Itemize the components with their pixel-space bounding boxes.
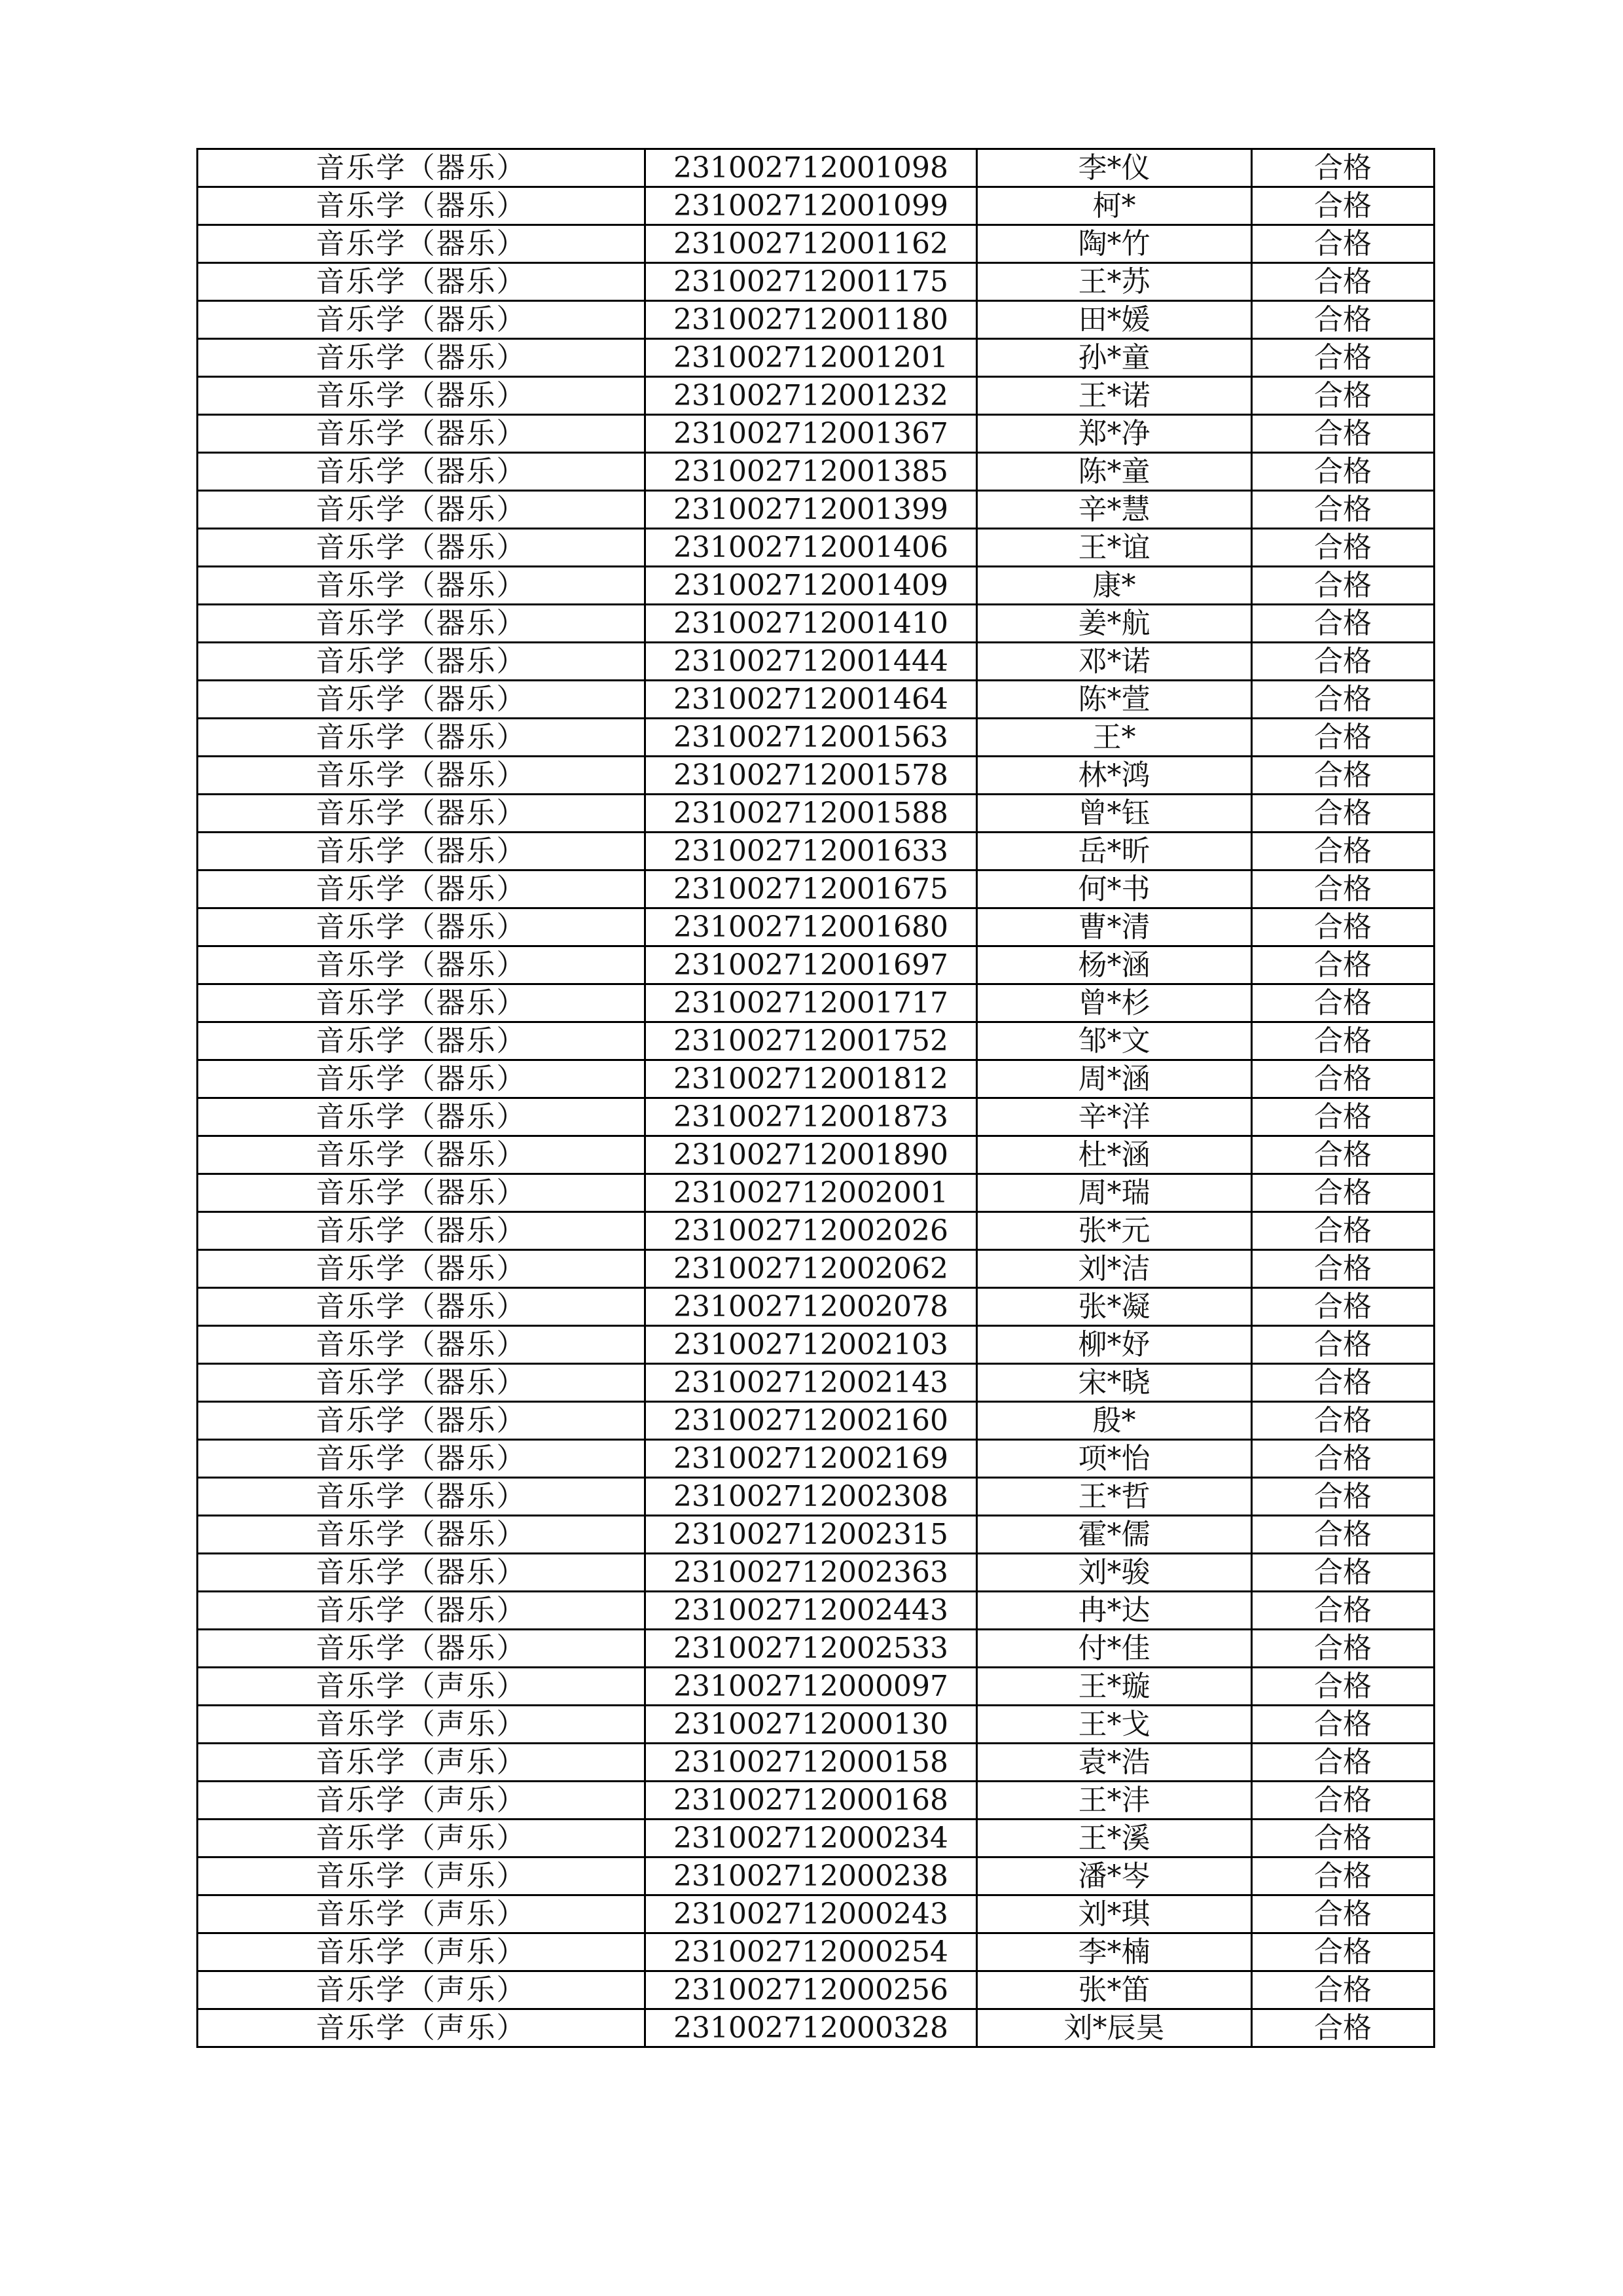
major-cell: 音乐学（器乐） bbox=[198, 719, 645, 757]
result-cell: 合格 bbox=[1252, 984, 1435, 1022]
major-cell: 音乐学（器乐） bbox=[198, 908, 645, 946]
result-cell: 合格 bbox=[1252, 946, 1435, 984]
major-cell: 音乐学（声乐） bbox=[198, 2009, 645, 2047]
name-cell: 曾*杉 bbox=[977, 984, 1252, 1022]
major-cell: 音乐学（声乐） bbox=[198, 1706, 645, 1744]
name-cell: 曹*清 bbox=[977, 908, 1252, 946]
table-row bbox=[198, 2009, 1435, 2047]
result-cell: 合格 bbox=[1252, 1174, 1435, 1212]
exam-id-cell: 231002712000256 bbox=[645, 1971, 977, 2009]
name-cell: 张*元 bbox=[977, 1212, 1252, 1250]
major-cell: 音乐学（器乐） bbox=[198, 1288, 645, 1326]
table-row bbox=[198, 415, 1435, 453]
exam-id-cell: 231002712001588 bbox=[645, 795, 977, 833]
exam-id-cell: 231002712000254 bbox=[645, 1933, 977, 1971]
result-cell: 合格 bbox=[1252, 1630, 1435, 1668]
table-row bbox=[198, 567, 1435, 605]
name-cell: 宋*晓 bbox=[977, 1364, 1252, 1402]
name-cell: 陈*童 bbox=[977, 453, 1252, 491]
major-cell: 音乐学（器乐） bbox=[198, 1402, 645, 1440]
result-cell: 合格 bbox=[1252, 2009, 1435, 2047]
result-cell: 合格 bbox=[1252, 1782, 1435, 1820]
table-row bbox=[198, 1630, 1435, 1668]
exam-id-cell: 231002712000238 bbox=[645, 1857, 977, 1895]
table-row bbox=[198, 1706, 1435, 1744]
result-cell: 合格 bbox=[1252, 1402, 1435, 1440]
name-cell: 田*媛 bbox=[977, 301, 1252, 339]
table-row bbox=[198, 643, 1435, 681]
major-cell: 音乐学（器乐） bbox=[198, 1136, 645, 1174]
table-row bbox=[198, 1971, 1435, 2009]
exam-id-cell: 231002712001680 bbox=[645, 908, 977, 946]
major-cell: 音乐学（器乐） bbox=[198, 1060, 645, 1098]
exam-id-cell: 231002712001812 bbox=[645, 1060, 977, 1098]
major-cell: 音乐学（器乐） bbox=[198, 149, 645, 187]
exam-id-cell: 231002712002533 bbox=[645, 1630, 977, 1668]
exam-id-cell: 231002712001367 bbox=[645, 415, 977, 453]
result-cell: 合格 bbox=[1252, 1971, 1435, 2009]
exam-id-cell: 231002712001175 bbox=[645, 263, 977, 301]
table-row bbox=[198, 1592, 1435, 1630]
major-cell: 音乐学（器乐） bbox=[198, 1630, 645, 1668]
table-row bbox=[198, 605, 1435, 643]
table-row bbox=[198, 1136, 1435, 1174]
name-cell: 王*诺 bbox=[977, 377, 1252, 415]
name-cell: 李*楠 bbox=[977, 1933, 1252, 1971]
result-cell: 合格 bbox=[1252, 1478, 1435, 1516]
table-row bbox=[198, 1060, 1435, 1098]
result-cell: 合格 bbox=[1252, 1288, 1435, 1326]
result-cell: 合格 bbox=[1252, 643, 1435, 681]
name-cell: 王*苏 bbox=[977, 263, 1252, 301]
exam-id-cell: 231002712002001 bbox=[645, 1174, 977, 1212]
major-cell: 音乐学（声乐） bbox=[198, 1820, 645, 1857]
name-cell: 曾*钰 bbox=[977, 795, 1252, 833]
major-cell: 音乐学（声乐） bbox=[198, 1782, 645, 1820]
name-cell: 刘*琪 bbox=[977, 1895, 1252, 1933]
name-cell: 刘*洁 bbox=[977, 1250, 1252, 1288]
result-cell: 合格 bbox=[1252, 870, 1435, 908]
major-cell: 音乐学（器乐） bbox=[198, 529, 645, 567]
result-cell: 合格 bbox=[1252, 908, 1435, 946]
major-cell: 音乐学（器乐） bbox=[198, 870, 645, 908]
exam-id-cell: 231002712001385 bbox=[645, 453, 977, 491]
major-cell: 音乐学（器乐） bbox=[198, 187, 645, 225]
major-cell: 音乐学（器乐） bbox=[198, 225, 645, 263]
result-cell: 合格 bbox=[1252, 1554, 1435, 1592]
major-cell: 音乐学（器乐） bbox=[198, 1554, 645, 1592]
exam-id-cell: 231002712000130 bbox=[645, 1706, 977, 1744]
table-row bbox=[198, 1250, 1435, 1288]
table-row bbox=[198, 908, 1435, 946]
exam-id-cell: 231002712001099 bbox=[645, 187, 977, 225]
table-row bbox=[198, 984, 1435, 1022]
exam-id-cell: 231002712001232 bbox=[645, 377, 977, 415]
table-row bbox=[198, 870, 1435, 908]
major-cell: 音乐学（器乐） bbox=[198, 1326, 645, 1364]
name-cell: 辛*洋 bbox=[977, 1098, 1252, 1136]
exam-id-cell: 231002712001697 bbox=[645, 946, 977, 984]
major-cell: 音乐学（器乐） bbox=[198, 643, 645, 681]
name-cell: 付*佳 bbox=[977, 1630, 1252, 1668]
table-row bbox=[198, 1098, 1435, 1136]
name-cell: 项*怡 bbox=[977, 1440, 1252, 1478]
major-cell: 音乐学（器乐） bbox=[198, 1592, 645, 1630]
exam-id-cell: 231002712000158 bbox=[645, 1744, 977, 1782]
table-row bbox=[198, 1022, 1435, 1060]
exam-id-cell: 231002712002169 bbox=[645, 1440, 977, 1478]
table-row bbox=[198, 377, 1435, 415]
result-cell: 合格 bbox=[1252, 1136, 1435, 1174]
major-cell: 音乐学（器乐） bbox=[198, 1364, 645, 1402]
result-cell: 合格 bbox=[1252, 567, 1435, 605]
major-cell: 音乐学（器乐） bbox=[198, 301, 645, 339]
major-cell: 音乐学（器乐） bbox=[198, 415, 645, 453]
result-cell: 合格 bbox=[1252, 1440, 1435, 1478]
table-row bbox=[198, 1933, 1435, 1971]
result-cell: 合格 bbox=[1252, 719, 1435, 757]
exam-id-cell: 231002712000234 bbox=[645, 1820, 977, 1857]
exam-id-cell: 231002712000328 bbox=[645, 2009, 977, 2047]
name-cell: 郑*净 bbox=[977, 415, 1252, 453]
table-row bbox=[198, 1440, 1435, 1478]
name-cell: 周*瑞 bbox=[977, 1174, 1252, 1212]
table-row bbox=[198, 681, 1435, 719]
exam-id-cell: 231002712002363 bbox=[645, 1554, 977, 1592]
name-cell: 霍*儒 bbox=[977, 1516, 1252, 1554]
name-cell: 张*笛 bbox=[977, 1971, 1252, 2009]
result-cell: 合格 bbox=[1252, 1022, 1435, 1060]
name-cell: 王*哲 bbox=[977, 1478, 1252, 1516]
table-row bbox=[198, 719, 1435, 757]
exam-id-cell: 231002712001444 bbox=[645, 643, 977, 681]
exam-id-cell: 231002712001180 bbox=[645, 301, 977, 339]
name-cell: 何*书 bbox=[977, 870, 1252, 908]
name-cell: 柯* bbox=[977, 187, 1252, 225]
major-cell: 音乐学（器乐） bbox=[198, 1440, 645, 1478]
table-row bbox=[198, 453, 1435, 491]
major-cell: 音乐学（声乐） bbox=[198, 1895, 645, 1933]
name-cell: 刘*辰昊 bbox=[977, 2009, 1252, 2047]
exam-id-cell: 231002712002078 bbox=[645, 1288, 977, 1326]
major-cell: 音乐学（器乐） bbox=[198, 1212, 645, 1250]
table-row bbox=[198, 1668, 1435, 1706]
exam-id-cell: 231002712002443 bbox=[645, 1592, 977, 1630]
exam-id-cell: 231002712001717 bbox=[645, 984, 977, 1022]
name-cell: 康* bbox=[977, 567, 1252, 605]
table-row bbox=[198, 1820, 1435, 1857]
exam-id-cell: 231002712001098 bbox=[645, 149, 977, 187]
result-cell: 合格 bbox=[1252, 1516, 1435, 1554]
name-cell: 邹*文 bbox=[977, 1022, 1252, 1060]
name-cell: 王*沣 bbox=[977, 1782, 1252, 1820]
result-cell: 合格 bbox=[1252, 529, 1435, 567]
exam-id-cell: 231002712001675 bbox=[645, 870, 977, 908]
table-row bbox=[198, 149, 1435, 187]
name-cell: 周*涵 bbox=[977, 1060, 1252, 1098]
major-cell: 音乐学（器乐） bbox=[198, 984, 645, 1022]
result-cell: 合格 bbox=[1252, 149, 1435, 187]
table-row bbox=[198, 1402, 1435, 1440]
exam-id-cell: 231002712002315 bbox=[645, 1516, 977, 1554]
result-cell: 合格 bbox=[1252, 605, 1435, 643]
name-cell: 王*溪 bbox=[977, 1820, 1252, 1857]
result-cell: 合格 bbox=[1252, 1098, 1435, 1136]
table-row bbox=[198, 1857, 1435, 1895]
exam-id-cell: 231002712001406 bbox=[645, 529, 977, 567]
exam-id-cell: 231002712002160 bbox=[645, 1402, 977, 1440]
name-cell: 王*璇 bbox=[977, 1668, 1252, 1706]
name-cell: 王* bbox=[977, 719, 1252, 757]
major-cell: 音乐学（器乐） bbox=[198, 1022, 645, 1060]
table-row bbox=[198, 1554, 1435, 1592]
name-cell: 王*谊 bbox=[977, 529, 1252, 567]
exam-id-cell: 231002712000168 bbox=[645, 1782, 977, 1820]
major-cell: 音乐学（器乐） bbox=[198, 833, 645, 870]
major-cell: 音乐学（器乐） bbox=[198, 453, 645, 491]
table-row bbox=[198, 1478, 1435, 1516]
result-cell: 合格 bbox=[1252, 1060, 1435, 1098]
table-row bbox=[198, 1288, 1435, 1326]
major-cell: 音乐学（器乐） bbox=[198, 339, 645, 377]
exam-id-cell: 231002712001890 bbox=[645, 1136, 977, 1174]
result-cell: 合格 bbox=[1252, 1895, 1435, 1933]
table-row bbox=[198, 833, 1435, 870]
name-cell: 张*凝 bbox=[977, 1288, 1252, 1326]
exam-id-cell: 231002712002308 bbox=[645, 1478, 977, 1516]
exam-id-cell: 231002712001633 bbox=[645, 833, 977, 870]
exam-id-cell: 231002712001410 bbox=[645, 605, 977, 643]
major-cell: 音乐学（器乐） bbox=[198, 757, 645, 795]
table-row bbox=[198, 1782, 1435, 1820]
name-cell: 冉*达 bbox=[977, 1592, 1252, 1630]
exam-id-cell: 231002712001563 bbox=[645, 719, 977, 757]
table-row bbox=[198, 946, 1435, 984]
major-cell: 音乐学（声乐） bbox=[198, 1933, 645, 1971]
result-cell: 合格 bbox=[1252, 491, 1435, 529]
major-cell: 音乐学（声乐） bbox=[198, 1744, 645, 1782]
table-row bbox=[198, 1744, 1435, 1782]
table-row bbox=[198, 1364, 1435, 1402]
result-cell: 合格 bbox=[1252, 757, 1435, 795]
table-row bbox=[198, 1212, 1435, 1250]
table-row bbox=[198, 1174, 1435, 1212]
result-cell: 合格 bbox=[1252, 795, 1435, 833]
name-cell: 辛*慧 bbox=[977, 491, 1252, 529]
exam-id-cell: 231002712002026 bbox=[645, 1212, 977, 1250]
result-cell: 合格 bbox=[1252, 225, 1435, 263]
major-cell: 音乐学（器乐） bbox=[198, 795, 645, 833]
exam-id-cell: 231002712001752 bbox=[645, 1022, 977, 1060]
name-cell: 林*鸿 bbox=[977, 757, 1252, 795]
major-cell: 音乐学（器乐） bbox=[198, 263, 645, 301]
table-row bbox=[198, 1326, 1435, 1364]
name-cell: 岳*昕 bbox=[977, 833, 1252, 870]
major-cell: 音乐学（声乐） bbox=[198, 1971, 645, 2009]
table-row bbox=[198, 1516, 1435, 1554]
result-cell: 合格 bbox=[1252, 301, 1435, 339]
exam-id-cell: 231002712001578 bbox=[645, 757, 977, 795]
result-cell: 合格 bbox=[1252, 1592, 1435, 1630]
name-cell: 柳*妤 bbox=[977, 1326, 1252, 1364]
major-cell: 音乐学（器乐） bbox=[198, 1478, 645, 1516]
name-cell: 孙*童 bbox=[977, 339, 1252, 377]
table-row bbox=[198, 795, 1435, 833]
results-table bbox=[196, 148, 1435, 2048]
table-row bbox=[198, 491, 1435, 529]
name-cell: 姜*航 bbox=[977, 605, 1252, 643]
result-cell: 合格 bbox=[1252, 1326, 1435, 1364]
result-cell: 合格 bbox=[1252, 1933, 1435, 1971]
major-cell: 音乐学（器乐） bbox=[198, 605, 645, 643]
major-cell: 音乐学（器乐） bbox=[198, 681, 645, 719]
result-cell: 合格 bbox=[1252, 1857, 1435, 1895]
name-cell: 王*戈 bbox=[977, 1706, 1252, 1744]
result-cell: 合格 bbox=[1252, 415, 1435, 453]
table-row bbox=[198, 529, 1435, 567]
exam-id-cell: 231002712001201 bbox=[645, 339, 977, 377]
exam-id-cell: 231002712001409 bbox=[645, 567, 977, 605]
table-row bbox=[198, 301, 1435, 339]
name-cell: 杨*涵 bbox=[977, 946, 1252, 984]
exam-id-cell: 231002712000243 bbox=[645, 1895, 977, 1933]
name-cell: 殷* bbox=[977, 1402, 1252, 1440]
result-cell: 合格 bbox=[1252, 1744, 1435, 1782]
result-cell: 合格 bbox=[1252, 681, 1435, 719]
exam-id-cell: 231002712000097 bbox=[645, 1668, 977, 1706]
exam-id-cell: 231002712002143 bbox=[645, 1364, 977, 1402]
major-cell: 音乐学（器乐） bbox=[198, 1174, 645, 1212]
name-cell: 刘*骏 bbox=[977, 1554, 1252, 1592]
table-row bbox=[198, 225, 1435, 263]
table-row bbox=[198, 339, 1435, 377]
result-cell: 合格 bbox=[1252, 263, 1435, 301]
table-row bbox=[198, 263, 1435, 301]
result-cell: 合格 bbox=[1252, 1668, 1435, 1706]
major-cell: 音乐学（器乐） bbox=[198, 491, 645, 529]
result-cell: 合格 bbox=[1252, 1250, 1435, 1288]
name-cell: 潘*岑 bbox=[977, 1857, 1252, 1895]
table-row bbox=[198, 187, 1435, 225]
result-cell: 合格 bbox=[1252, 339, 1435, 377]
exam-id-cell: 231002712001464 bbox=[645, 681, 977, 719]
results-table-body bbox=[198, 149, 1435, 2047]
name-cell: 李*仪 bbox=[977, 149, 1252, 187]
exam-id-cell: 231002712001399 bbox=[645, 491, 977, 529]
name-cell: 陈*萱 bbox=[977, 681, 1252, 719]
major-cell: 音乐学（声乐） bbox=[198, 1668, 645, 1706]
name-cell: 邓*诺 bbox=[977, 643, 1252, 681]
major-cell: 音乐学（器乐） bbox=[198, 1098, 645, 1136]
result-cell: 合格 bbox=[1252, 833, 1435, 870]
result-cell: 合格 bbox=[1252, 1820, 1435, 1857]
exam-id-cell: 231002712001873 bbox=[645, 1098, 977, 1136]
result-cell: 合格 bbox=[1252, 1364, 1435, 1402]
table-row bbox=[198, 1895, 1435, 1933]
major-cell: 音乐学（器乐） bbox=[198, 1250, 645, 1288]
name-cell: 袁*浩 bbox=[977, 1744, 1252, 1782]
major-cell: 音乐学（器乐） bbox=[198, 1516, 645, 1554]
major-cell: 音乐学（器乐） bbox=[198, 567, 645, 605]
major-cell: 音乐学（器乐） bbox=[198, 946, 645, 984]
exam-id-cell: 231002712002103 bbox=[645, 1326, 977, 1364]
exam-id-cell: 231002712001162 bbox=[645, 225, 977, 263]
result-cell: 合格 bbox=[1252, 453, 1435, 491]
result-cell: 合格 bbox=[1252, 187, 1435, 225]
exam-id-cell: 231002712002062 bbox=[645, 1250, 977, 1288]
result-cell: 合格 bbox=[1252, 1706, 1435, 1744]
result-cell: 合格 bbox=[1252, 377, 1435, 415]
result-cell: 合格 bbox=[1252, 1212, 1435, 1250]
name-cell: 陶*竹 bbox=[977, 225, 1252, 263]
name-cell: 杜*涵 bbox=[977, 1136, 1252, 1174]
major-cell: 音乐学（器乐） bbox=[198, 377, 645, 415]
major-cell: 音乐学（声乐） bbox=[198, 1857, 645, 1895]
table-row bbox=[198, 757, 1435, 795]
